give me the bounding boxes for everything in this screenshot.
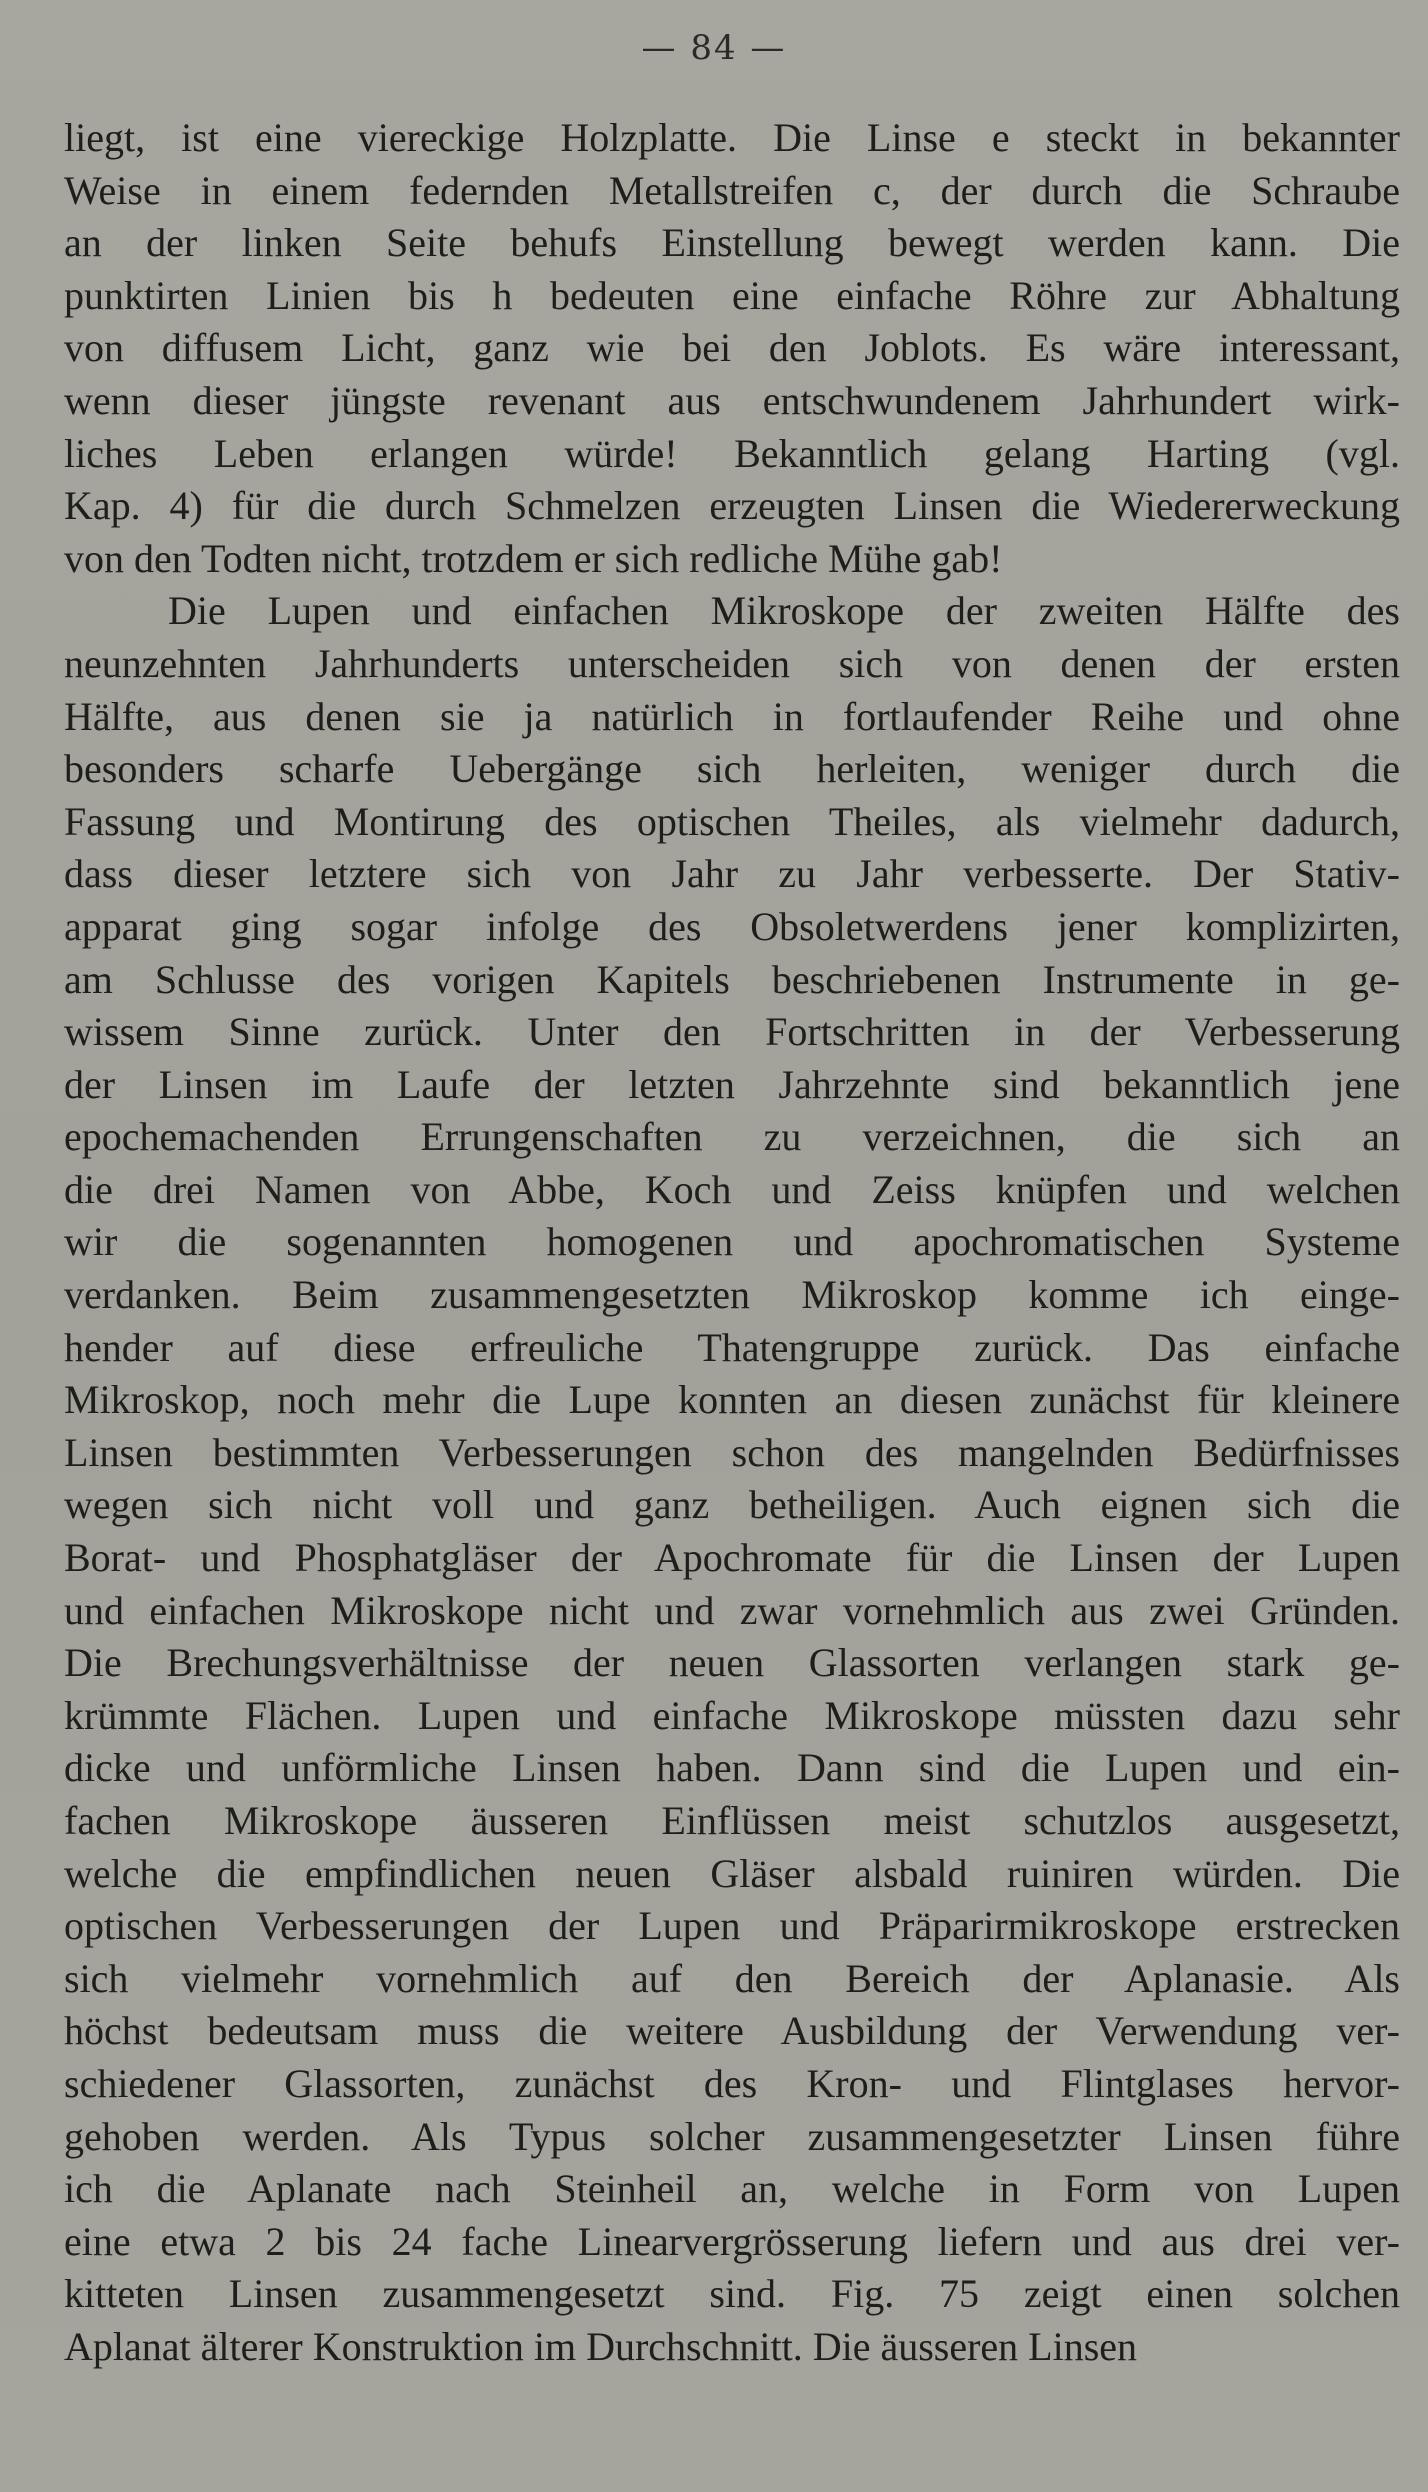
text-line: schiedener Glassorten, zunächst des Kron- und Flintglases hervor- [64, 2060, 1400, 2106]
text-line: Hälfte, aus denen sie ja natürlich in fortlaufender Reihe und ohne [64, 693, 1400, 739]
text-line: liches Leben erlangen würde! Bekanntlich gelang Harting (vgl. [64, 430, 1400, 476]
text-line: eine etwa 2 bis 24 fache Linearvergrösserung liefern und aus drei ver- [64, 2218, 1400, 2264]
text-line: kitteten Linsen zusammengesetzt sind. Fig. 75 zeigt einen solchen [64, 2271, 1400, 2317]
text-line: von diffusem Licht, ganz wie bei den Joblots. Es wäre interessant, [64, 325, 1400, 371]
text-line: am Schlusse des vorigen Kapitels beschriebenen Instrumente in ge- [64, 956, 1400, 1002]
text-line: welche die empfindlichen neuen Gläser alsbald ruiniren würden. Die [64, 1850, 1400, 1896]
text-line: von den Todten nicht, trotzdem er sich redliche Mühe gab! [64, 535, 1003, 581]
text-line: wissem Sinne zurück. Unter den Fortschritten in der Verbesserung [64, 1009, 1400, 1055]
text-line: Aplanat älterer Konstruktion im Durchschnitt. Die äusseren Linsen [64, 2323, 1138, 2369]
text-line: liegt, ist eine viereckige Holzplatte. Die Linse e steckt in bekannter [64, 115, 1400, 160]
text-line: epochemachenden Errungenschaften zu verzeichnen, die sich an [64, 1114, 1400, 1160]
text-line: gehoben werden. Als Typus solcher zusammengesetzter Linsen führe [64, 2113, 1400, 2159]
text-line: punktirten Linien bis h bedeuten eine einfache Röhre zur Abhaltung [64, 272, 1400, 318]
paragraph [64, 585, 1400, 2373]
text-line: wegen sich nicht voll und ganz betheiligen. Auch eignen sich die [64, 1482, 1400, 1528]
text-line: wenn dieser jüngste revenant aus entschwundenem Jahrhundert wirk- [64, 377, 1400, 423]
text-line: fachen Mikroskope äusseren Einflüssen meist schutzlos ausgesetzt, [64, 1798, 1400, 1843]
text-line: Die Brechungsverhältnisse der neuen Glassorten verlangen stark ge- [64, 1640, 1400, 1686]
text-line: Kap. 4) für die durch Schmelzen erzeugten Linsen die Wiedererweckung [64, 483, 1400, 529]
text-line: wir die sogenannten homogenen und apochromatischen Systeme [64, 1219, 1400, 1265]
text-line: krümmte Flächen. Lupen und einfache Mikroskope müssten dazu sehr [64, 1692, 1400, 1738]
text-line: ich die Aplanate nach Steinheil an, welche in Form von Lupen [64, 2166, 1400, 2212]
text-line: dass dieser letztere sich von Jahr zu Jahr verbesserte. Der Stativ- [64, 851, 1400, 897]
text-line: sich vielmehr vornehmlich auf den Bereich der Aplanasie. Als [64, 1955, 1400, 2001]
text-line: dicke und unförmliche Linsen haben. Dann sind die Lupen und ein- [64, 1745, 1400, 1791]
text-line: hender auf diese erfreuliche Thatengruppe zurück. Das einfache [64, 1324, 1400, 1370]
text-line: verdanken. Beim zusammengesetzten Mikroskop komme ich einge- [64, 1272, 1400, 1318]
text-line: Borat- und Phosphatgläser der Apochromate für die Linsen der Lupen [64, 1535, 1400, 1581]
text-line: Mikroskop, noch mehr die Lupe konnten an diesen zunächst für kleinere [64, 1377, 1400, 1423]
text-line: höchst bedeutsam muss die weitere Ausbildung der Verwendung ver- [64, 2008, 1400, 2054]
text-line: Die Lupen und einfachen Mikroskope der zweiten Hälfte des [168, 588, 1400, 634]
text-line: und einfachen Mikroskope nicht und zwar vornehmlich aus zwei Gründen. [64, 1587, 1400, 1633]
text-line: Fassung und Montirung des optischen Theiles, als vielmehr dadurch, [64, 798, 1400, 844]
text-line: die drei Namen von Abbe, Koch und Zeiss knüpfen und welchen [64, 1166, 1400, 1212]
page-number: — 84 — [641, 28, 787, 68]
text-line: der Linsen im Laufe der letzten Jahrzehnte sind bekanntlich jene [64, 1061, 1400, 1107]
text-line: Weise in einem federnden Metallstreifen c, der durch die Schraube [64, 167, 1400, 213]
paragraph [64, 112, 1400, 585]
text-line: neunzehnten Jahrhunderts unterscheiden sich von denen der ersten [64, 640, 1400, 686]
text-line: Linsen bestimmten Verbesserungen schon des mangelnden Bedürfnisses [64, 1429, 1400, 1475]
text-line: besonders scharfe Uebergänge sich herleiten, weniger durch die [64, 746, 1400, 792]
text-line: apparat ging sogar infolge des Obsoletwerdens jener komplizirten, [64, 903, 1400, 949]
text-line: optischen Verbesserungen der Lupen und Präparirmikroskope erstrecken [64, 1903, 1400, 1949]
body-text [64, 112, 1400, 2374]
text-line: an der linken Seite behufs Einstellung bewegt werden kann. Die [64, 220, 1400, 266]
